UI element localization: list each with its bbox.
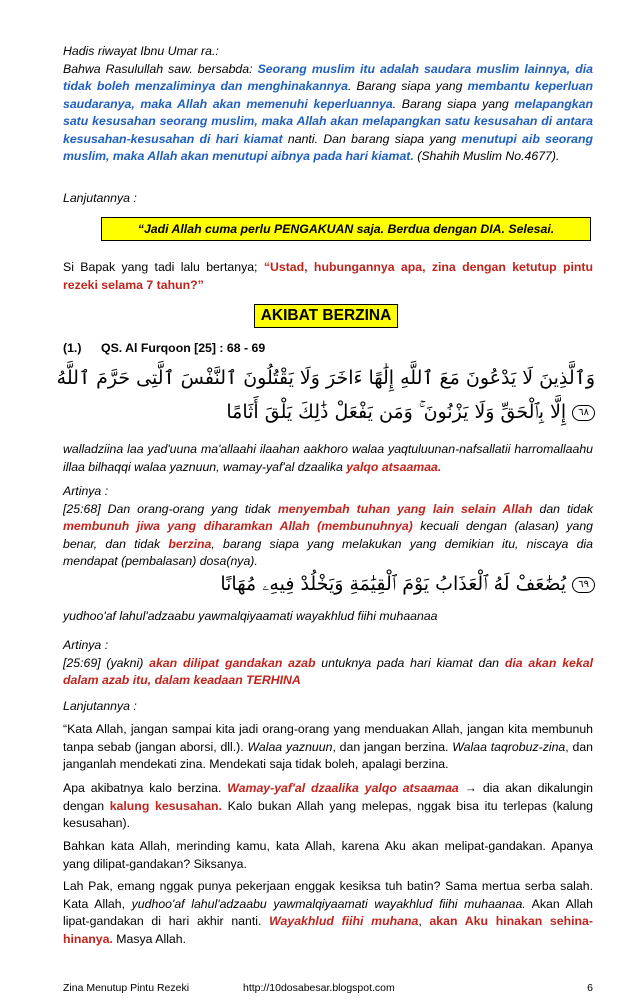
explanation-paragraph-3: Bahkan kata Allah, merinding kamu, kata Allah, karena Aku akan melipat-gandakan. Apanya yang dilipat-gandakan? Siksanya. xyxy=(63,839,593,871)
explanation-highlight: Wayakhlud fiihi muhana xyxy=(269,914,419,928)
explanation-text: , dan jangan berzina. xyxy=(332,739,453,754)
artinya-label: Artinya : xyxy=(63,638,109,652)
transliteration-text: walladziina laa yad'uuna ma'allaahi ilaahan aakhoro walaa yaqtuluunan-nafsallatii harromallaahu illaa bilhaqqi walaa yaznuun, wamay-yaf'al dzaalika xyxy=(63,442,593,474)
explanation-text: Kalo bukan Allah yang melepas, nggak bisa itu terlepas (kalung kesusahan). xyxy=(63,798,594,830)
translation-text: , barang siapa yang melakukan yang demikian itu, niscaya dia mendapat (pembalasan) dosa(nya). xyxy=(63,536,593,568)
explanation-paragraph-4 xyxy=(63,878,593,948)
explanation-paragraph-2 xyxy=(63,780,593,833)
explanation-text: , xyxy=(418,914,430,928)
transliteration-69: yudhoo'af lahul'adzaabu yawmalqiyaamati wayakhlud fiihi muhaanaa xyxy=(63,609,438,623)
hadith-highlight-4: menutupi aib seorang muslim, maka Allah akan menutupi aibnya pada hari kiamat. xyxy=(63,131,593,163)
question-lead: Si Bapak yang tadi lalu bertanya; xyxy=(63,260,264,274)
section-heading: AKIBAT BERZINA xyxy=(254,304,398,328)
transliteration-highlight: yalqo atsaamaa. xyxy=(346,459,442,474)
item-number: (1.) xyxy=(63,341,82,355)
hadith-source: (Shahih Muslim No.4677). xyxy=(413,149,560,163)
footer-title: Zina Menutup Pintu Rezeki xyxy=(63,982,190,994)
hadith-intro: Hadis riwayat Ibnu Umar ra.: xyxy=(63,44,219,58)
hadith-highlight-1: Seorang muslim itu adalah saudara muslim lainnya, dia tidak boleh menzaliminya dan menghinakannya xyxy=(63,61,594,93)
explanation-text: Lah Pak, emang nggak punya pekerjaan enggak kesiksa tuh batin? Sama mertua serba salah. Kata Allah, xyxy=(63,879,593,911)
question-quote: “Ustad, hubungannya apa, zina dengan ketutup pintu rezeki selama 7 tahun?” xyxy=(63,260,593,292)
hadith-paragraph xyxy=(63,43,593,166)
arabic-verse-line-2 xyxy=(226,401,595,423)
explanation-highlight: akan Aku hinakan sehina-hinanya. xyxy=(63,914,593,946)
question-paragraph xyxy=(63,259,593,294)
explanation-arabic-term: Walaa yaznuun xyxy=(247,739,333,754)
ayah-number-69: ٦٩ xyxy=(572,577,595,593)
translation-highlight: akan dilipat gandakan azab xyxy=(149,655,316,670)
hadith-text: nanti. Dan barang siapa yang xyxy=(282,131,462,146)
translation-highlight: berzina xyxy=(168,536,212,551)
explanation-text: Apa akibatnya kalo berzina. xyxy=(63,781,228,795)
transliteration-68 xyxy=(63,441,593,476)
translation-text: [25:69] (yakni) xyxy=(63,655,150,670)
hadith-highlight-2: membantu keperluan saudaranya, maka Allah akan memenuhi keperluannya xyxy=(63,79,593,111)
artinya-label: Artinya : xyxy=(63,484,109,498)
explanation-highlight: Wamay-yaf'al dzaalika yalqo atsaamaa xyxy=(227,781,459,795)
surah-title: QS. Al Furqoon [25] : 68 - 69 xyxy=(101,341,266,355)
explanation-text: Masya Allah. xyxy=(112,931,187,946)
hadith-text: Bahwa Rasulullah saw. bersabda: xyxy=(63,61,258,76)
explanation-text: “Kata Allah, jangan sampai kita jadi orang-orang yang menduakan Allah, jangan kita membunuh tanpa sebab (jangan aborsi, dll.). xyxy=(63,722,593,754)
translation-highlight: menyembah tuhan yang lain selain Allah xyxy=(277,501,533,516)
translation-68 xyxy=(63,483,593,571)
explanation-text: dia akan dikalungin dengan xyxy=(63,781,593,813)
explanation-text: Akan Allah lipat-gandakan di hari akhir nanti. xyxy=(63,896,593,928)
translation-text: untuknya pada hari kiamat dan xyxy=(315,655,505,670)
footer-url[interactable]: http://10dosabesar.blogspot.com xyxy=(243,982,395,994)
translation-highlight: membunuh jiwa yang diharamkan Allah (membunuhnya) xyxy=(63,519,413,533)
explanation-highlight: kalung kesusahan. xyxy=(109,798,222,813)
hadith-highlight-3: melapangkan satu kesusahan seorang muslim, maka Allah akan melapangkan satu kesusahan di antara kesusahan-kesusahan di hari kiamat xyxy=(63,96,593,146)
hadith-text: . Barang siapa yang xyxy=(392,96,515,111)
surah-reference xyxy=(63,341,265,355)
quote-callout: “Jadi Allah cuma perlu PENGAKUAN saja. Berdua dengan DIA. Selesai. xyxy=(101,217,591,241)
translation-text: [25:68] Dan orang-orang yang tidak xyxy=(63,501,278,516)
explanation-paragraph-1 xyxy=(63,721,593,774)
lanjutan-label-1: Lanjutannya : xyxy=(63,191,137,205)
arabic-verse-text: يُضَٰعَفْ لَهُ ٱلْعَذَابُ يَوْمَ ٱلْقِيَٰمَةِ وَيَخْلُدْ فِيهِۦ مُهَانًا xyxy=(220,573,567,595)
translation-69 xyxy=(63,637,593,690)
explanation-arabic-term: Walaa taqrobuz-zina xyxy=(452,739,566,754)
hadith-text: . Barang siapa yang xyxy=(347,79,468,93)
arabic-verse-line-3 xyxy=(220,573,595,595)
translation-text: kecuali dengan (alasan) yang benar, dan tidak xyxy=(63,519,593,551)
arrow-icon: → xyxy=(458,781,483,795)
arabic-verse-text: إِلَّا بِٱلْحَقِّ وَلَا يَزْنُونَ ۚ وَمَن يَفْعَلْ ذَٰلِكَ يَلْقَ أَثَامًا xyxy=(226,401,567,423)
explanation-text: , dan janganlah mendekati zina. Mendekati saja tidak boleh, apalagi berzina. xyxy=(63,739,593,771)
translation-highlight: dia akan kekal dalam azab itu, dalam keadaan TERHINA xyxy=(63,655,593,687)
arabic-verse-line-1: وَٱلَّذِينَ لَا يَدْعُونَ مَعَ ٱللَّهِ إِلَٰهًا ءَاخَرَ وَلَا يَقْتُلُونَ ٱلنَّفْسَ ٱلَّتِى حَرَّمَ ٱللَّهُ xyxy=(56,367,595,389)
page-number: 6 xyxy=(587,982,593,994)
ayah-number-68: ٦٨ xyxy=(572,405,595,421)
lanjutan-label-2: Lanjutannya : xyxy=(63,699,137,713)
explanation-arabic-term: yudhoo'af lahul'adzaabu yawmalqiyaamati wayakhlud fiihi muhaanaa. xyxy=(131,896,526,911)
translation-text: dan tidak xyxy=(532,501,593,516)
